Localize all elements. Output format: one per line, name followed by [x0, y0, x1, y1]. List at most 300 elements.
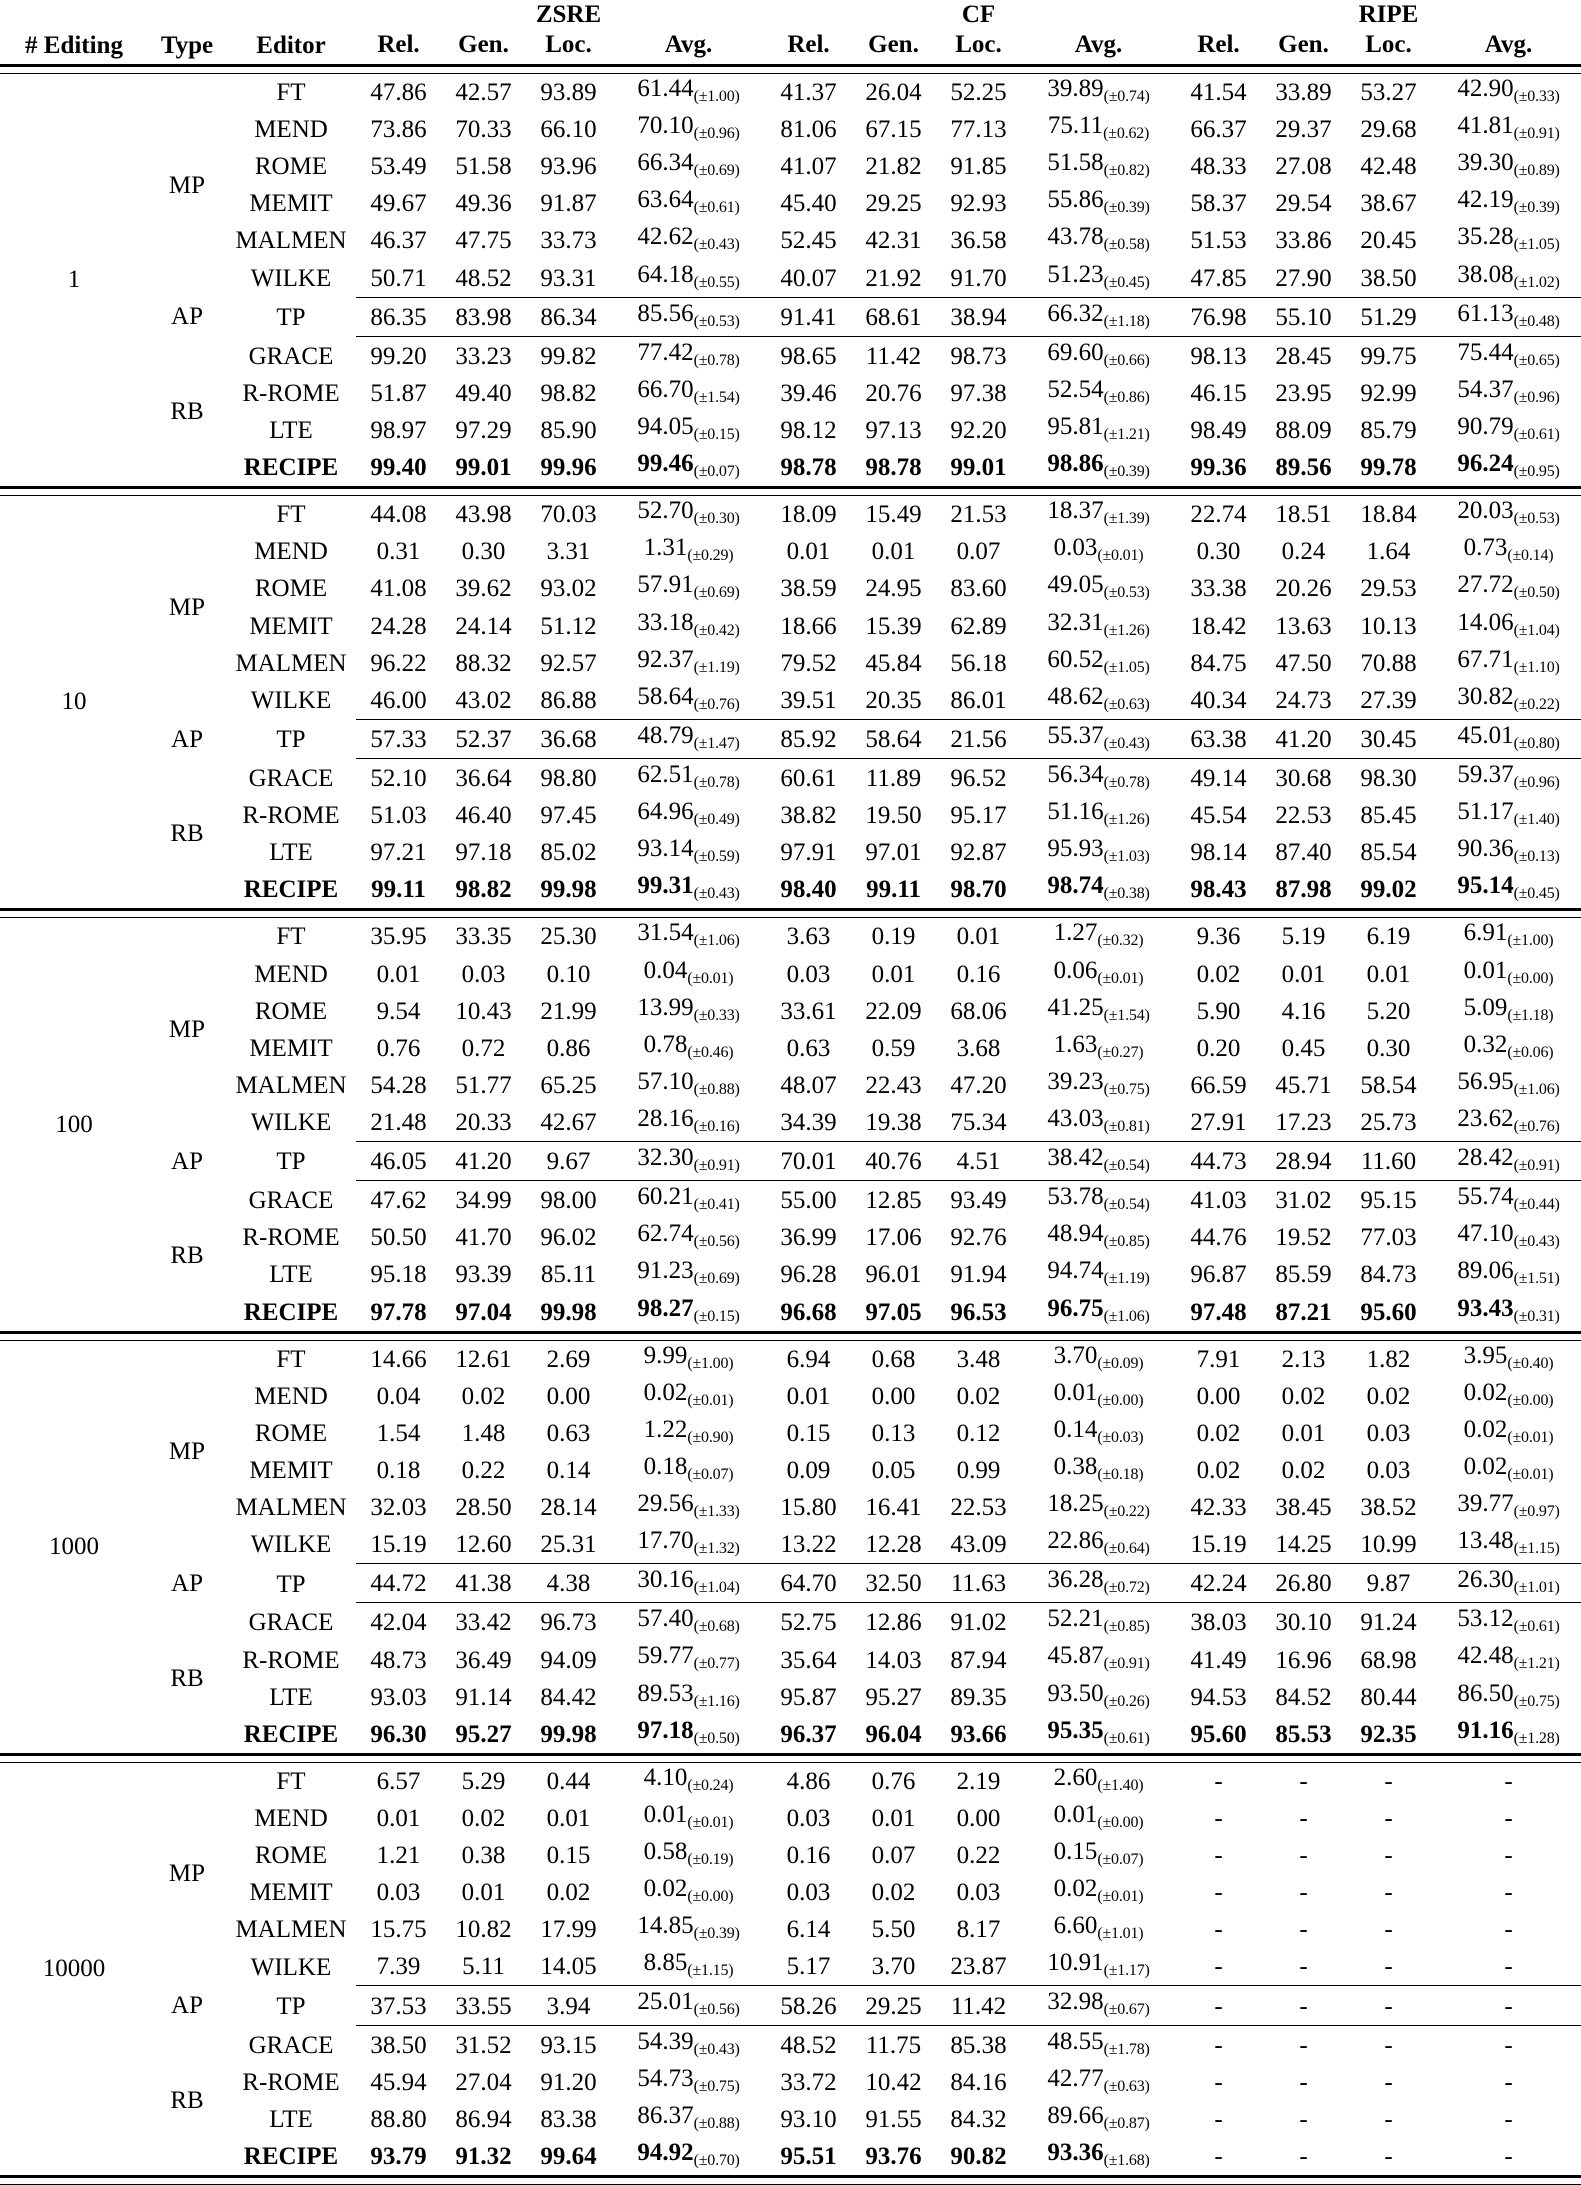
ripe-loc: 77.03: [1360, 1224, 1417, 1252]
ripe-loc: 20.45: [1360, 227, 1417, 255]
ripe-gen: -: [1299, 1767, 1308, 1795]
zsre-loc: 25.30: [540, 923, 597, 951]
cf-avg: $69.60_{(\pm 0.66)}$: [1047, 338, 1150, 369]
ripe-gen: 87.98: [1275, 876, 1332, 904]
cf-loc: 92.87: [950, 839, 1007, 867]
cf-avg: $52.54_{(\pm 0.86)}$: [1047, 375, 1150, 406]
cf-gen: 91.55: [865, 2105, 922, 2133]
cf-loc: 4.51: [956, 1148, 1001, 1176]
zsre-gen: 97.04: [455, 1298, 512, 1326]
cf-loc: 91.02: [950, 1609, 1007, 1637]
ripe-gen: 27.08: [1275, 153, 1332, 181]
editor-rome: ROME: [254, 997, 328, 1025]
zsre-rel: 41.08: [370, 575, 427, 603]
cf-gen: 29.25: [865, 190, 922, 218]
zsre-avg: $54.39_{(\pm 0.43)}$: [637, 2027, 740, 2058]
ripe-rel: 49.14: [1190, 765, 1247, 793]
zsre-rel: 99.11: [371, 876, 426, 904]
cf-loc: 97.38: [950, 379, 1007, 407]
zsre-avg: $9.99_{(\pm 1.00)}$: [643, 1341, 734, 1372]
ripe-loc: 95.15: [1360, 1187, 1417, 1215]
table-row: [0, 1067, 1581, 1104]
table-row: [0, 338, 1581, 375]
ripe-gen: 30.10: [1275, 1609, 1332, 1637]
zsre-avg: $8.85_{(\pm 1.15)}$: [643, 1949, 734, 1980]
zsre-rel: 0.04: [376, 1382, 421, 1410]
rule-line: [0, 2177, 1581, 2185]
ripe-gen: -: [1299, 1953, 1308, 1981]
ripe-loc: 0.01: [1366, 960, 1411, 988]
cf-avg: $0.01_{(\pm 0.00)}$: [1053, 1378, 1144, 1409]
header-group-row: [0, 0, 1581, 30]
cf-avg: $22.86_{(\pm 0.64)}$: [1047, 1527, 1150, 1558]
zsre-gen: 70.33: [455, 116, 512, 144]
zsre-rel: 97.78: [370, 1298, 427, 1326]
zsre-loc: 0.86: [546, 1034, 591, 1062]
ripe-rel: 47.85: [1190, 264, 1247, 292]
cf-gen: 0.13: [871, 1419, 916, 1447]
zsre-loc: 99.64: [540, 2142, 597, 2170]
zsre-loc: 9.67: [546, 1148, 591, 1176]
zsre-gen: 5.29: [461, 1767, 506, 1795]
zsre-avg: $4.10_{(\pm 0.24)}$: [643, 1763, 734, 1794]
zsre-avg: $61.44_{(\pm 1.00)}$: [637, 75, 740, 106]
ripe-rel: 97.48: [1190, 1298, 1247, 1326]
ripe-gen: 55.10: [1275, 303, 1332, 331]
editor-mend: MEND: [254, 1382, 328, 1410]
ripe-rel: 42.24: [1190, 1570, 1247, 1598]
ripe-gen: 24.73: [1275, 686, 1332, 714]
zsre-gen: 91.32: [455, 2142, 512, 2170]
cf-avg: $93.50_{(\pm 0.26)}$: [1047, 1679, 1150, 1710]
cf-gen: 29.25: [865, 1992, 922, 2020]
cf-loc: 62.89: [950, 612, 1007, 640]
zsre-rel: 99.20: [370, 342, 427, 370]
zsre-rel: 0.18: [376, 1456, 421, 1484]
zsre-gen: 43.02: [455, 686, 512, 714]
cf-loc: 0.00: [956, 1804, 1001, 1832]
group-header-spacer-zsre-left: [356, 0, 526, 30]
cf-rel: 70.01: [780, 1148, 837, 1176]
cf-avg: $38.42_{(\pm 0.54)}$: [1047, 1144, 1150, 1175]
cf-loc: 2.19: [956, 1767, 1001, 1795]
zsre-loc: 3.94: [546, 1992, 591, 2020]
cf-avg: $55.86_{(\pm 0.39)}$: [1047, 186, 1150, 217]
ripe-rel: 0.00: [1196, 1382, 1241, 1410]
cf-avg: $98.74_{(\pm 0.38)}$: [1047, 872, 1150, 903]
ripe-loc: 53.27: [1360, 79, 1417, 107]
zsre-gen: 41.70: [455, 1224, 512, 1252]
zsre-rel: 0.31: [376, 538, 421, 566]
ripe-rel: 95.60: [1190, 1720, 1247, 1748]
editor-malmen: MALMEN: [235, 1916, 347, 1944]
cf-gen: 99.11: [866, 876, 921, 904]
ripe-rel: -: [1214, 2142, 1223, 2170]
zsre-avg: $85.56_{(\pm 0.53)}$: [637, 299, 740, 330]
cf-rel: 0.01: [786, 1382, 831, 1410]
table-row: [0, 1143, 1581, 1181]
zsre-gen: 5.11: [462, 1953, 505, 1981]
block-divider: [0, 910, 1581, 918]
cf-loc: 91.85: [950, 153, 1007, 181]
ripe-gen: 28.45: [1275, 342, 1332, 370]
cf-gen: 11.75: [865, 2031, 922, 2059]
ripe-gen: 16.96: [1275, 1646, 1332, 1674]
ripe-gen: 0.45: [1281, 1034, 1326, 1062]
cf-avg: $0.06_{(\pm 0.01)}$: [1053, 956, 1144, 987]
zsre-avg: $93.14_{(\pm 0.59)}$: [637, 835, 740, 866]
table-row: [0, 645, 1581, 682]
ripe-gen: 87.21: [1275, 1298, 1332, 1326]
cf-rel: 0.03: [786, 1879, 831, 1907]
table-row: [0, 74, 1581, 112]
zsre-avg: $99.46_{(\pm 0.07)}$: [637, 450, 740, 481]
zsre-rel: 38.50: [370, 2031, 427, 2059]
table-row: [0, 1340, 1581, 1378]
cf-loc: 93.66: [950, 1720, 1007, 1748]
editor-wilke: WILKE: [250, 264, 332, 292]
type-rb: RB: [170, 397, 204, 425]
cf-gen: 16.41: [865, 1494, 922, 1522]
cf-avg: $51.58_{(\pm 0.82)}$: [1047, 149, 1150, 180]
zsre-loc: 96.73: [540, 1609, 597, 1637]
cf-loc: 85.38: [950, 2031, 1007, 2059]
ripe-loc: 18.84: [1360, 501, 1417, 529]
cf-rel: 0.03: [786, 960, 831, 988]
zsre-rel: 93.03: [370, 1683, 427, 1711]
zsre-rel: 24.28: [370, 612, 427, 640]
cf-gen: 97.01: [865, 839, 922, 867]
ripe-avg: $61.13_{(\pm 0.48)}$: [1457, 299, 1560, 330]
editor-wilke: WILKE: [250, 1109, 332, 1137]
table-row: [0, 260, 1581, 298]
table-row: [0, 1030, 1581, 1067]
cf-loc: 43.09: [950, 1531, 1007, 1559]
cf-gen: 15.39: [865, 612, 922, 640]
ripe-gen: -: [1299, 1842, 1308, 1870]
editor-r-rome: R-ROME: [242, 379, 340, 407]
ripe-gen: 4.16: [1281, 997, 1326, 1025]
ripe-gen: 26.80: [1275, 1570, 1332, 1598]
header-editor: Editor: [256, 32, 326, 59]
zsre-rel: 7.39: [376, 1953, 421, 1981]
cf-avg: $48.62_{(\pm 0.63)}$: [1047, 682, 1150, 713]
ripe-avg: $5.09_{(\pm 1.18)}$: [1463, 993, 1554, 1024]
cf-loc: 68.06: [950, 997, 1007, 1025]
table-row: [0, 533, 1581, 570]
type-mp: MP: [168, 1860, 206, 1888]
header-cf-rel: Rel.: [787, 31, 830, 58]
zsre-rel: 57.33: [370, 725, 427, 753]
ripe-gen: 13.63: [1275, 612, 1332, 640]
type-ap: AP: [171, 303, 203, 331]
cf-rel: 55.00: [780, 1187, 837, 1215]
rule-line: [0, 66, 1581, 74]
ripe-avg: $0.02_{(\pm 0.00)}$: [1463, 1378, 1554, 1409]
cf-avg: $39.89_{(\pm 0.74)}$: [1047, 75, 1150, 106]
zsre-gen: 88.32: [455, 649, 512, 677]
editor-malmen: MALMEN: [235, 649, 347, 677]
cf-rel: 18.66: [780, 612, 837, 640]
editor-memit: MEMIT: [249, 1879, 333, 1907]
zsre-avg: $60.21_{(\pm 0.41)}$: [637, 1183, 740, 1214]
zsre-avg: $0.18_{(\pm 0.07)}$: [643, 1452, 734, 1484]
cf-rel: 33.61: [780, 997, 837, 1025]
ripe-avg: $90.79_{(\pm 0.61)}$: [1457, 412, 1560, 444]
table-row: [0, 1489, 1581, 1526]
table-row: [0, 1716, 1581, 1755]
zsre-avg: $0.02_{(\pm 0.01)}$: [643, 1378, 734, 1409]
editor-r-rome: R-ROME: [242, 802, 340, 830]
ripe-loc: 95.60: [1360, 1298, 1417, 1326]
zsre-avg: $94.05_{(\pm 0.15)}$: [637, 412, 740, 444]
zsre-avg: $0.58_{(\pm 0.19)}$: [643, 1838, 734, 1869]
ripe-rel: 0.20: [1196, 1034, 1241, 1062]
ripe-loc: 98.30: [1360, 765, 1417, 793]
ripe-gen: -: [1299, 2031, 1308, 2059]
editor-tp: TP: [276, 1992, 306, 2020]
cf-gen: 15.49: [865, 501, 922, 529]
cf-loc: 91.94: [950, 1261, 1007, 1289]
zsre-avg: $0.78_{(\pm 0.46)}$: [643, 1030, 734, 1061]
ripe-rel: 27.91: [1190, 1109, 1247, 1136]
ripe-gen: 2.13: [1281, 1345, 1326, 1373]
zsre-loc: 85.11: [540, 1261, 597, 1289]
table-row: [0, 1104, 1581, 1142]
cf-loc: 22.53: [950, 1494, 1007, 1522]
ripe-avg: $26.30_{(\pm 1.01)}$: [1457, 1566, 1560, 1597]
zsre-rel: 0.01: [376, 960, 421, 988]
ripe-loc: -: [1384, 2031, 1393, 2059]
zsre-loc: 70.03: [540, 501, 597, 529]
editor-wilke: WILKE: [250, 1953, 332, 1981]
table-row: [0, 299, 1581, 337]
zsre-rel: 46.00: [370, 686, 427, 714]
ripe-rel: 42.33: [1190, 1494, 1247, 1522]
zsre-rel: 53.49: [370, 153, 427, 181]
cf-loc: 0.22: [956, 1842, 1001, 1870]
zsre-avg: $62.74_{(\pm 0.56)}$: [637, 1220, 740, 1251]
num-editing-10000: 10000: [42, 1954, 106, 1982]
cf-rel: 6.14: [786, 1916, 831, 1944]
cf-avg: $66.32_{(\pm 1.18)}$: [1047, 299, 1150, 330]
zsre-loc: 92.57: [540, 649, 597, 677]
ripe-avg: $54.37_{(\pm 0.96)}$: [1457, 375, 1560, 406]
zsre-avg: $57.40_{(\pm 0.68)}$: [637, 1605, 740, 1636]
group-header-ripe: RIPE: [1358, 1, 1419, 28]
editor-malmen: MALMEN: [235, 1494, 347, 1522]
zsre-loc: 83.38: [540, 2105, 597, 2133]
cf-loc: 92.76: [950, 1224, 1007, 1252]
zsre-loc: 25.31: [540, 1531, 597, 1559]
ripe-gen: -: [1299, 1992, 1308, 2020]
cf-rel: 41.07: [780, 153, 837, 181]
zsre-rel: 98.97: [370, 417, 427, 445]
ripe-loc: 99.75: [1360, 342, 1417, 370]
zsre-rel: 1.21: [376, 1842, 421, 1870]
zsre-gen: 49.40: [455, 379, 512, 407]
table-row: [0, 148, 1581, 185]
editor-grace: GRACE: [248, 2031, 334, 2059]
type-rb: RB: [170, 2086, 204, 2114]
ripe-avg: -: [1504, 1953, 1513, 1981]
cf-avg: $96.75_{(\pm 1.06)}$: [1047, 1294, 1150, 1325]
table-row: [0, 222, 1581, 259]
zsre-rel: 48.73: [370, 1646, 427, 1674]
ripe-loc: 1.64: [1366, 538, 1411, 566]
cf-gen: 11.42: [865, 342, 922, 370]
zsre-avg: $99.31_{(\pm 0.43)}$: [637, 872, 740, 903]
cf-avg: $39.23_{(\pm 0.75)}$: [1047, 1067, 1150, 1098]
ripe-loc: -: [1384, 1842, 1393, 1870]
zsre-rel: 0.76: [376, 1034, 421, 1062]
zsre-loc: 98.80: [540, 765, 597, 793]
ripe-gen: -: [1299, 2105, 1308, 2133]
cf-loc: 99.01: [950, 454, 1007, 482]
cf-gen: 58.64: [865, 725, 922, 753]
editor-lte: LTE: [269, 1683, 313, 1711]
table-row: [0, 1378, 1581, 1415]
editor-ft: FT: [276, 923, 306, 951]
cf-loc: 86.01: [950, 686, 1007, 714]
cf-gen: 11.89: [865, 765, 922, 793]
editor-wilke: WILKE: [250, 687, 332, 715]
ripe-gen: 29.54: [1275, 190, 1332, 218]
ripe-gen: 0.02: [1281, 1456, 1326, 1484]
zsre-avg: $66.70_{(\pm 1.54)}$: [637, 375, 740, 406]
ripe-avg: $35.28_{(\pm 1.05)}$: [1457, 223, 1560, 254]
cf-loc: 92.93: [950, 190, 1007, 218]
zsre-avg: $42.62_{(\pm 0.43)}$: [637, 223, 740, 254]
ripe-rel: 48.33: [1190, 153, 1247, 181]
ripe-avg: $45.01_{(\pm 0.80)}$: [1457, 721, 1560, 752]
zsre-loc: 93.96: [540, 153, 597, 181]
editor-ft: FT: [276, 1767, 306, 1795]
ripe-avg: -: [1504, 1767, 1513, 1795]
ripe-loc: 99.78: [1360, 454, 1417, 482]
cf-rel: 0.03: [786, 1804, 831, 1832]
num-editing-1: 1: [67, 266, 81, 294]
ripe-avg: $47.10_{(\pm 0.43)}$: [1457, 1220, 1560, 1251]
zsre-rel: 15.19: [370, 1531, 427, 1559]
zsre-loc: 36.68: [540, 725, 597, 753]
ripe-gen: 31.02: [1275, 1187, 1332, 1215]
cf-rel: 48.52: [780, 2031, 837, 2059]
editor-memit: MEMIT: [249, 1034, 333, 1062]
rule-line: [0, 1754, 1581, 1762]
zsre-loc: 85.90: [540, 417, 597, 445]
ripe-avg: $0.01_{(\pm 0.00)}$: [1463, 956, 1554, 987]
ripe-avg: $41.81_{(\pm 0.91)}$: [1457, 112, 1560, 143]
type-mp: MP: [168, 1015, 206, 1043]
editor-lte: LTE: [269, 839, 313, 867]
cf-rel: 39.46: [780, 379, 837, 407]
zsre-avg: $89.53_{(\pm 1.16)}$: [637, 1679, 740, 1710]
zsre-avg: $31.54_{(\pm 1.06)}$: [637, 919, 740, 950]
block-divider: [0, 2177, 1581, 2185]
ripe-avg: $96.24_{(\pm 0.95)}$: [1457, 450, 1560, 481]
ripe-rel: -: [1214, 1916, 1223, 1944]
zsre-loc: 99.82: [540, 342, 597, 370]
zsre-gen: 93.39: [455, 1261, 512, 1289]
cf-rel: 38.59: [780, 575, 837, 603]
ripe-avg: $42.19_{(\pm 0.39)}$: [1457, 186, 1560, 217]
cf-avg: $1.27_{(\pm 0.32)}$: [1053, 919, 1144, 950]
zsre-avg: $57.91_{(\pm 0.69)}$: [637, 571, 740, 602]
cf-avg: $32.98_{(\pm 0.67)}$: [1047, 1988, 1150, 2019]
editor-recipe: RECIPE: [243, 876, 339, 904]
zsre-loc: 0.02: [546, 1879, 591, 1907]
editor-memit: MEMIT: [249, 190, 333, 218]
ripe-loc: -: [1384, 1916, 1393, 1944]
zsre-gen: 95.27: [455, 1720, 512, 1748]
zsre-gen: 0.72: [461, 1034, 506, 1062]
editor-tp: TP: [276, 726, 306, 754]
table-row: [0, 918, 1581, 956]
zsre-avg: $94.92_{(\pm 0.70)}$: [637, 2138, 740, 2170]
table-row: [0, 1837, 1581, 1874]
ripe-rel: 44.76: [1190, 1224, 1247, 1252]
ripe-avg: $56.95_{(\pm 1.06)}$: [1457, 1067, 1560, 1098]
cf-gen: 21.92: [865, 264, 922, 292]
ripe-gen: 29.37: [1275, 116, 1332, 144]
zsre-loc: 0.44: [546, 1767, 591, 1795]
ripe-gen: 38.45: [1275, 1494, 1332, 1522]
cf-loc: 91.70: [950, 264, 1007, 292]
type-ap: AP: [171, 1992, 203, 2020]
editor-tp: TP: [276, 1148, 306, 1176]
group-header-zsre: ZSRE: [535, 1, 602, 28]
ripe-avg: $6.91_{(\pm 1.00)}$: [1463, 919, 1554, 950]
cf-avg: $56.34_{(\pm 0.78)}$: [1047, 760, 1150, 792]
cf-gen: 67.15: [865, 116, 922, 144]
table-row: [0, 1762, 1581, 1800]
cf-loc: 3.68: [956, 1034, 1001, 1062]
cf-avg: $0.01_{(\pm 0.00)}$: [1053, 1800, 1144, 1832]
editor-recipe: RECIPE: [243, 1298, 339, 1326]
ripe-loc: 0.02: [1366, 1382, 1411, 1410]
ripe-rel: 44.73: [1190, 1148, 1247, 1176]
zsre-loc: 4.38: [546, 1570, 591, 1598]
editor-grace: GRACE: [248, 342, 334, 370]
zsre-rel: 51.87: [370, 379, 427, 407]
ripe-loc: 51.29: [1360, 303, 1417, 331]
cf-rel: 41.37: [780, 79, 837, 107]
ripe-rel: 41.49: [1190, 1646, 1247, 1674]
cf-avg: $98.86_{(\pm 0.39)}$: [1047, 450, 1150, 481]
cf-gen: 3.70: [871, 1953, 916, 1981]
cf-loc: 84.16: [950, 2068, 1007, 2096]
cf-avg: $43.78_{(\pm 0.58)}$: [1047, 223, 1150, 254]
cf-avg: $48.94_{(\pm 0.85)}$: [1047, 1220, 1150, 1251]
editor-lte: LTE: [269, 1261, 313, 1289]
cf-loc: 21.53: [950, 501, 1007, 529]
ripe-avg: $75.44_{(\pm 0.65)}$: [1457, 338, 1560, 369]
cf-rel: 96.68: [780, 1298, 837, 1326]
ripe-rel: 41.03: [1190, 1187, 1247, 1215]
table-row: [0, 2064, 1581, 2101]
ripe-gen: 30.68: [1275, 765, 1332, 793]
ripe-rel: 22.74: [1190, 501, 1247, 529]
zsre-gen: 48.52: [455, 264, 512, 292]
zsre-loc: 0.15: [546, 1842, 591, 1870]
cf-rel: 34.39: [780, 1109, 837, 1136]
cf-rel: 3.63: [786, 923, 831, 951]
zsre-gen: 36.64: [455, 765, 512, 793]
cf-rel: 0.15: [786, 1419, 831, 1447]
editor-recipe: RECIPE: [243, 2142, 339, 2170]
cf-avg: $75.11_{(\pm 0.62)}$: [1047, 112, 1150, 143]
